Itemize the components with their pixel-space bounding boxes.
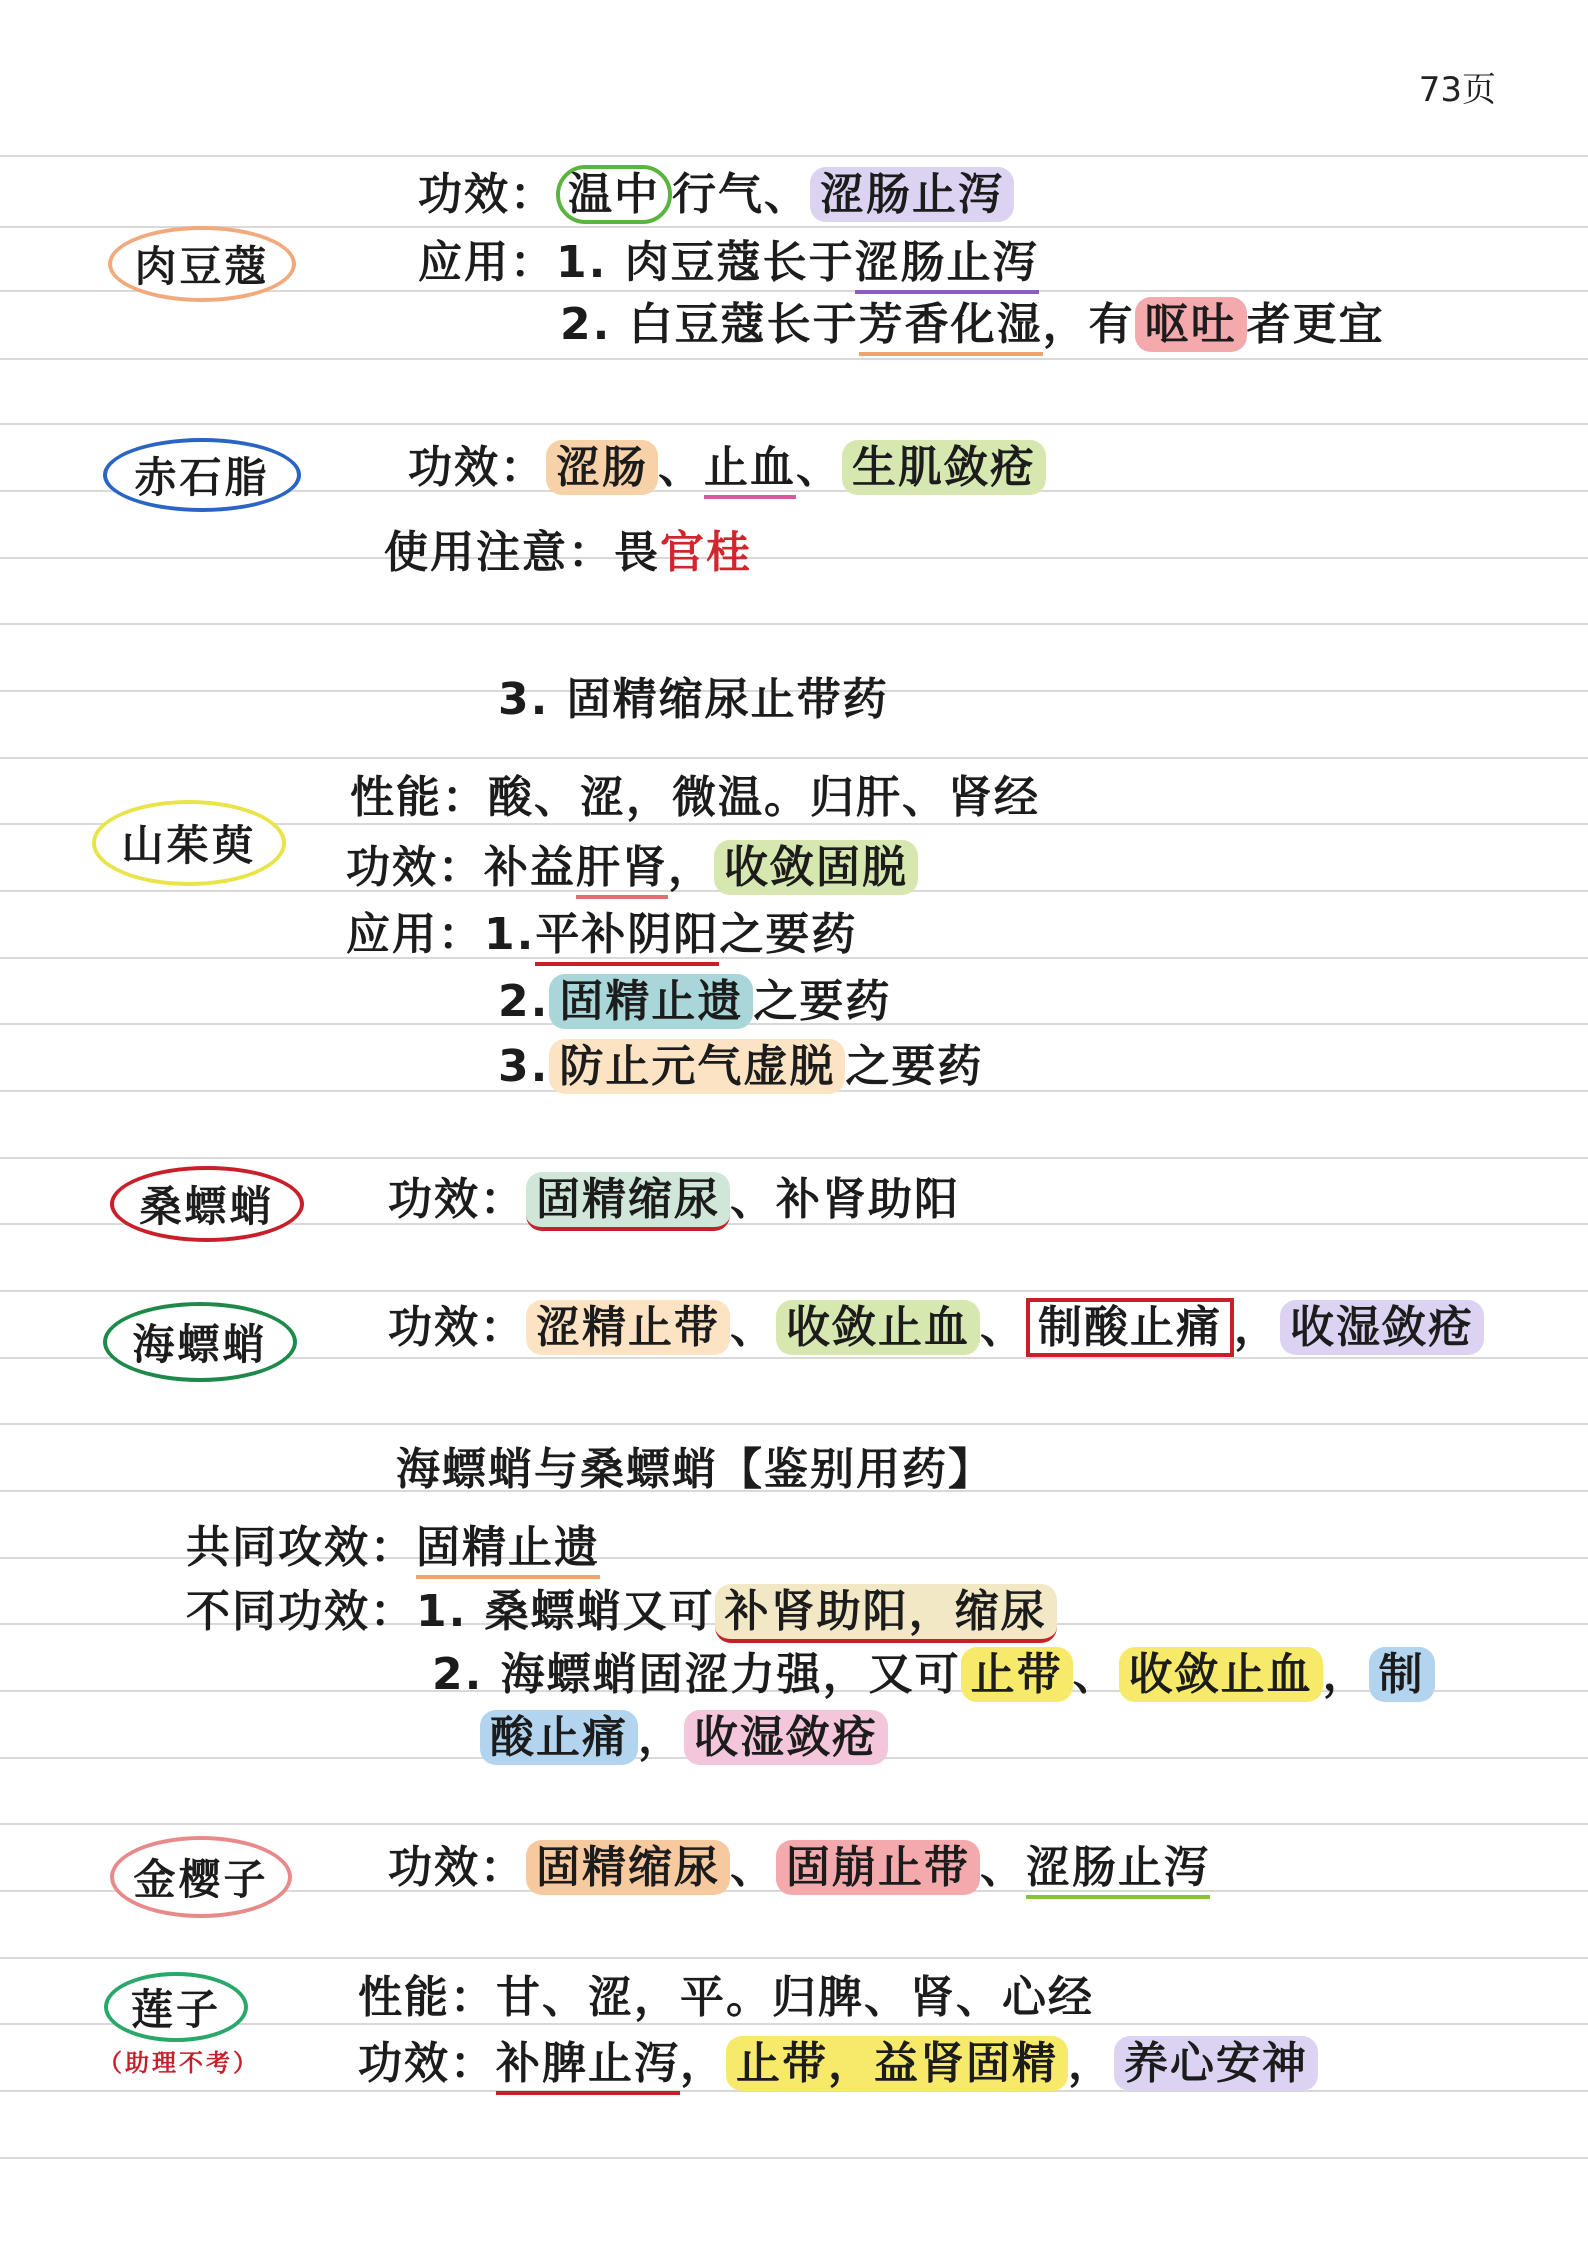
label: 应用： bbox=[346, 909, 484, 960]
highlight-term: 防止元气虚脱 bbox=[549, 1039, 845, 1094]
text: 者更宜 bbox=[1246, 299, 1385, 350]
text: 1. 桑螵蛸又可 bbox=[416, 1586, 715, 1637]
boxed-term: 制酸止痛 bbox=[1026, 1298, 1234, 1357]
label: 功效： bbox=[418, 169, 556, 220]
highlight-term: 养心安神 bbox=[1114, 2036, 1318, 2091]
underlined-term: 止血 bbox=[704, 442, 796, 499]
text: 之要药 bbox=[719, 909, 858, 960]
lianzi-effect-line bbox=[358, 2034, 1318, 2094]
compare-diff-line-3 bbox=[480, 1708, 888, 1768]
shanzhuyu-property-line: 性能：酸、涩，微温。归肝、肾经 bbox=[350, 772, 1040, 823]
haipiaoxiao-effect-line bbox=[388, 1298, 1484, 1358]
herb-label-sangpiaoxiao: 桑螵蛸 bbox=[110, 1166, 304, 1242]
underlined-term: 涩肠止泻 bbox=[855, 237, 1039, 294]
separator: ， bbox=[638, 1712, 684, 1763]
label: 共同攻效： bbox=[186, 1522, 416, 1573]
ruled-line bbox=[0, 1423, 1588, 1425]
separator: 、 bbox=[980, 1842, 1026, 1893]
lianzi-property-line: 性能：甘、涩，平。归脾、肾、心经 bbox=[358, 1972, 1094, 2023]
highlight-term: 固崩止带 bbox=[776, 1840, 980, 1895]
highlight-term: 呕吐 bbox=[1135, 297, 1247, 352]
highlight-term: 涩肠止泻 bbox=[810, 167, 1014, 222]
ruled-line bbox=[0, 358, 1588, 360]
num: 3. bbox=[498, 1041, 550, 1092]
label: 应用： bbox=[418, 237, 556, 288]
highlight-term: 止带，益肾固精 bbox=[726, 2036, 1068, 2091]
shanzhuyu-use-line-2 bbox=[498, 972, 891, 1032]
label: 功效： bbox=[346, 842, 484, 893]
ruled-line bbox=[0, 2157, 1588, 2159]
ruled-line bbox=[0, 557, 1588, 559]
separator: 、 bbox=[1072, 1649, 1119, 1700]
herb-label-shanzhuyu: 山茱萸 bbox=[92, 800, 286, 886]
label: 功效： bbox=[408, 442, 546, 493]
separator: ， bbox=[1234, 1302, 1280, 1353]
highlight-term: 涩肠 bbox=[546, 440, 658, 495]
ruled-line bbox=[0, 1157, 1588, 1159]
label: 使用注意： bbox=[384, 527, 614, 578]
section-title: 3. 固精缩尿止带药 bbox=[498, 674, 889, 725]
underlined-term: 涩肠止泻 bbox=[1026, 1842, 1210, 1899]
shanzhuyu-use-line-3 bbox=[498, 1037, 983, 1097]
separator: 、 bbox=[730, 1174, 776, 1225]
separator: ， bbox=[680, 2038, 726, 2089]
text: 补肾助阳 bbox=[776, 1174, 960, 1225]
ruled-line bbox=[0, 1957, 1588, 1959]
herb-label-jinyingzi: 金樱子 bbox=[110, 1836, 292, 1918]
compare-diff-line-2 bbox=[432, 1645, 1435, 1705]
highlight-term: 收敛止血 bbox=[776, 1300, 980, 1355]
lianzi-note: （助理不考） bbox=[98, 2049, 260, 2077]
separator: 、 bbox=[658, 442, 704, 493]
underlined-term: 固精止遗 bbox=[416, 1522, 600, 1579]
highlight-term: 补肾助阳，缩尿 bbox=[715, 1584, 1057, 1643]
compare-diff-line-1 bbox=[186, 1582, 1057, 1642]
term: 行气 bbox=[672, 169, 764, 220]
ruled-line bbox=[0, 423, 1588, 425]
separator: 、 bbox=[980, 1302, 1026, 1353]
label: 功效： bbox=[388, 1302, 526, 1353]
herb-label-haipiaoxiao: 海螵蛸 bbox=[103, 1302, 297, 1382]
ruled-line bbox=[0, 1823, 1588, 1825]
highlight-term: 酸止痛 bbox=[480, 1710, 638, 1765]
circled-term: 温中 bbox=[556, 165, 672, 224]
separator: ， bbox=[668, 842, 714, 893]
compare-title: 海螵蛸与桑螵蛸【鉴别用药】 bbox=[396, 1444, 994, 1495]
underlined-term: 补脾止泻 bbox=[496, 2038, 680, 2095]
compare-common-line bbox=[186, 1518, 600, 1578]
text: 畏 bbox=[614, 527, 660, 578]
highlight-term: 涩精止带 bbox=[526, 1300, 730, 1355]
herb-label-lianzi: 莲子 bbox=[104, 1972, 248, 2042]
highlight-term: 生肌敛疮 bbox=[842, 440, 1046, 495]
ruled-line bbox=[0, 1290, 1588, 1292]
separator: 、 bbox=[730, 1302, 776, 1353]
roudoukou-effect-line bbox=[418, 165, 1014, 225]
highlight-term: 收敛固脱 bbox=[714, 840, 918, 895]
num: 1. bbox=[484, 909, 536, 960]
text: 之要药 bbox=[845, 1041, 984, 1092]
herb-label-roudoukou: 肉豆蔻 bbox=[108, 226, 296, 302]
jinyingzi-effect-line bbox=[388, 1838, 1210, 1898]
label: 功效： bbox=[388, 1842, 526, 1893]
label: 功效： bbox=[358, 2038, 496, 2089]
roudoukou-use-line-1 bbox=[418, 233, 1039, 293]
num: 2. bbox=[498, 976, 550, 1027]
highlight-term: 止带 bbox=[961, 1647, 1073, 1702]
separator: ， bbox=[1322, 1649, 1369, 1700]
text: 2. 海螵蛸固涩力强，又可 bbox=[432, 1649, 961, 1700]
highlight-term: 固精缩尿 bbox=[526, 1840, 730, 1895]
roudoukou-use-line-2 bbox=[560, 295, 1385, 355]
chishizhi-effect-line bbox=[408, 438, 1046, 498]
sangpiaoxiao-effect-line bbox=[388, 1170, 960, 1230]
highlight-term: 收湿敛疮 bbox=[1280, 1300, 1484, 1355]
separator: 、 bbox=[764, 169, 810, 220]
ruled-line bbox=[0, 226, 1588, 228]
herb-label-chishizhi: 赤石脂 bbox=[103, 438, 301, 512]
chishizhi-caution-line bbox=[384, 523, 752, 583]
shanzhuyu-effect-line bbox=[346, 838, 918, 898]
underlined-term: 肝肾 bbox=[576, 842, 668, 899]
text: 补益 bbox=[484, 842, 576, 893]
underlined-term: 平补阴阳 bbox=[535, 909, 719, 966]
highlight-term: 固精止遗 bbox=[549, 974, 753, 1029]
text: 有 bbox=[1088, 299, 1135, 350]
highlight-term: 制 bbox=[1369, 1647, 1435, 1702]
highlight-term: 收湿敛疮 bbox=[684, 1710, 888, 1765]
ruled-line bbox=[0, 757, 1588, 759]
text: 2. 白豆蔻长于 bbox=[560, 299, 859, 350]
text: 1. 肉豆蔻长于 bbox=[556, 237, 855, 288]
red-term: 官桂 bbox=[660, 527, 752, 578]
separator: 、 bbox=[796, 442, 842, 493]
separator: 、 bbox=[730, 1842, 776, 1893]
shanzhuyu-use-line-1 bbox=[346, 905, 857, 965]
highlight-term: 固精缩尿 bbox=[526, 1172, 730, 1231]
text: 之要药 bbox=[753, 976, 892, 1027]
separator: ， bbox=[1042, 299, 1089, 350]
ruled-line bbox=[0, 623, 1588, 625]
underlined-term: 芳香化湿 bbox=[859, 299, 1043, 356]
label: 不同功效： bbox=[186, 1586, 416, 1637]
page-number: 73页 bbox=[1418, 70, 1496, 110]
label: 功效： bbox=[388, 1174, 526, 1225]
ruled-line bbox=[0, 155, 1588, 157]
separator: ， bbox=[1068, 2038, 1114, 2089]
highlight-term: 收敛止血 bbox=[1119, 1647, 1323, 1702]
